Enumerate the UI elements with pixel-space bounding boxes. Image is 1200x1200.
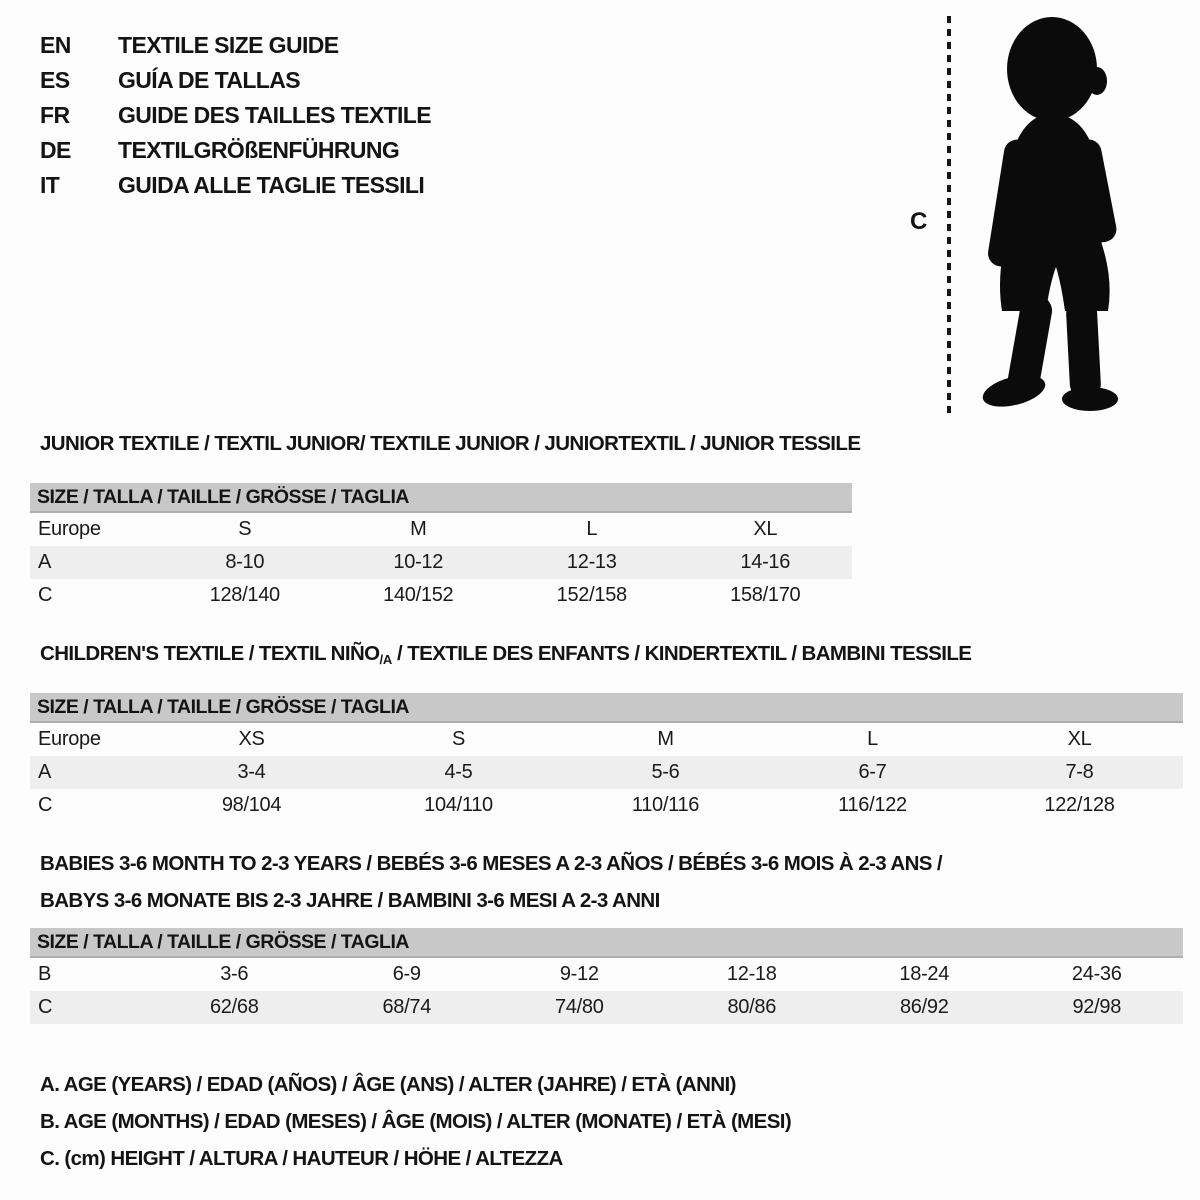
value-cell: 74/80 — [554, 996, 604, 1018]
language-list — [40, 28, 431, 203]
height-dashed-line — [947, 16, 951, 416]
value-cell: 4-5 — [444, 761, 473, 783]
value-cell: 7-8 — [1065, 761, 1094, 783]
value-cell: 6-7 — [858, 761, 887, 783]
size-table — [30, 958, 1183, 1024]
table-row — [30, 723, 1183, 756]
table-row — [30, 991, 1183, 1024]
row-label-cell: B — [38, 963, 52, 985]
junior-size-table — [30, 483, 852, 612]
value-cell: L — [867, 728, 878, 750]
title-text: CHILDREN'S TEXTILE / TEXTIL NIÑO — [40, 642, 380, 665]
value-cell: 80/86 — [727, 996, 777, 1018]
table-row — [30, 546, 852, 579]
language-label: GUIDA ALLE TAGLIE TESSILI — [118, 172, 425, 198]
children-size-table — [30, 693, 1183, 822]
row-label-cell: A — [38, 551, 52, 573]
value-cell: 62/68 — [209, 996, 259, 1018]
language-label: GUIDE DES TAILLES TEXTILE — [118, 102, 431, 128]
value-cell: 92/98 — [1072, 996, 1122, 1018]
value-cell: 122/128 — [1044, 794, 1115, 816]
language-code: EN — [40, 32, 71, 58]
measure-legend — [40, 1066, 791, 1177]
language-label: TEXTILE SIZE GUIDE — [118, 32, 339, 58]
value-cell: 110/116 — [631, 794, 700, 816]
title-line: BABIES 3-6 MONTH TO 2-3 YEARS / BEBÉS 3-6 MESES A 2-3 AÑOS / BÉBÉS 3-6 MOIS À 2-3 ANS / — [40, 852, 943, 875]
language-row — [40, 63, 431, 98]
language-label: TEXTILGRÖßENFÜHRUNG — [118, 137, 400, 163]
table-row — [30, 958, 1183, 991]
value-cell: 18-24 — [899, 963, 950, 985]
title-line: BABYS 3-6 MONATE BIS 2-3 JAHRE / BAMBINI 3-6 MESI A 2-3 ANNI — [40, 889, 660, 912]
table-row — [30, 579, 852, 612]
language-row — [40, 133, 431, 168]
value-cell: 128/140 — [209, 584, 280, 606]
row-label-cell: C — [38, 584, 53, 606]
row-label-cell: C — [38, 794, 53, 816]
value-cell: 14-16 — [740, 551, 791, 573]
value-cell: M — [410, 518, 427, 540]
value-cell: M — [657, 728, 674, 750]
row-label-cell: Europe — [38, 728, 101, 750]
language-code: ES — [40, 67, 70, 93]
table-row — [30, 756, 1183, 789]
value-cell: 8-10 — [225, 551, 265, 573]
table-row — [30, 513, 852, 546]
value-cell: 12-13 — [566, 551, 617, 573]
value-cell: 68/74 — [382, 996, 432, 1018]
row-label-cell: A — [38, 761, 52, 783]
value-cell: 152/158 — [556, 584, 627, 606]
value-cell: 158/170 — [730, 584, 801, 606]
section-title-junior: JUNIOR TEXTILE / TEXTIL JUNIOR/ TEXTILE JUNIOR / JUNIORTEXTIL / JUNIOR TESSILE — [40, 432, 861, 455]
toddler-silhouette-icon — [966, 15, 1138, 413]
table-header-bar: SIZE / TALLA / TAILLE / GRÖSSE / TAGLIA — [30, 483, 852, 513]
title-subscript: /A — [379, 652, 392, 667]
value-cell: XS — [238, 728, 265, 750]
value-cell: XL — [1067, 728, 1092, 750]
section-title-babies — [40, 845, 942, 919]
size-table — [30, 723, 1183, 822]
legend-line-c: C. (cm) HEIGHT / ALTURA / HAUTEUR / HÖHE / ALTEZZA — [40, 1147, 563, 1170]
language-code: FR — [40, 102, 70, 128]
size-table — [30, 513, 852, 612]
value-cell: 104/110 — [424, 794, 493, 816]
table-header-bar: SIZE / TALLA / TAILLE / GRÖSSE / TAGLIA — [30, 693, 1183, 723]
height-measure-letter: C — [910, 208, 928, 235]
language-code: IT — [40, 172, 60, 198]
row-label-cell: Europe — [38, 518, 101, 540]
language-code: DE — [40, 137, 71, 163]
value-cell: 116/122 — [838, 794, 907, 816]
language-label: GUÍA DE TALLAS — [118, 67, 300, 93]
value-cell: 12-18 — [726, 963, 777, 985]
legend-line-b: B. AGE (MONTHS) / EDAD (MESES) / ÂGE (MOIS) / ALTER (MONATE) / ETÀ (MESI) — [40, 1110, 792, 1133]
language-row — [40, 98, 431, 133]
value-cell: 3-4 — [237, 761, 266, 783]
table-row — [30, 789, 1183, 822]
table-header-bar: SIZE / TALLA / TAILLE / GRÖSSE / TAGLIA — [30, 928, 1183, 958]
legend-line-a: A. AGE (YEARS) / EDAD (AÑOS) / ÂGE (ANS) / ALTER (JAHRE) / ETÀ (ANNI) — [40, 1073, 736, 1096]
value-cell: 9-12 — [559, 963, 599, 985]
value-cell: 86/92 — [899, 996, 949, 1018]
value-cell: 3-6 — [220, 963, 249, 985]
language-row — [40, 168, 431, 203]
language-row — [40, 28, 431, 63]
babies-size-table — [30, 928, 1183, 1024]
value-cell: 10-12 — [393, 551, 444, 573]
value-cell: 98/104 — [221, 794, 282, 816]
row-label-cell: C — [38, 996, 53, 1018]
value-cell: 24-36 — [1071, 963, 1122, 985]
value-cell: XL — [753, 518, 778, 540]
value-cell: S — [451, 728, 466, 750]
section-title-children — [40, 642, 971, 667]
title-text: / TEXTILE DES ENFANTS / KINDERTEXTIL / BAMBINI TESSILE — [391, 642, 972, 665]
value-cell: 5-6 — [651, 761, 680, 783]
value-cell: 140/152 — [383, 584, 454, 606]
value-cell: 6-9 — [392, 963, 421, 985]
value-cell: L — [586, 518, 598, 540]
value-cell: S — [238, 518, 252, 540]
